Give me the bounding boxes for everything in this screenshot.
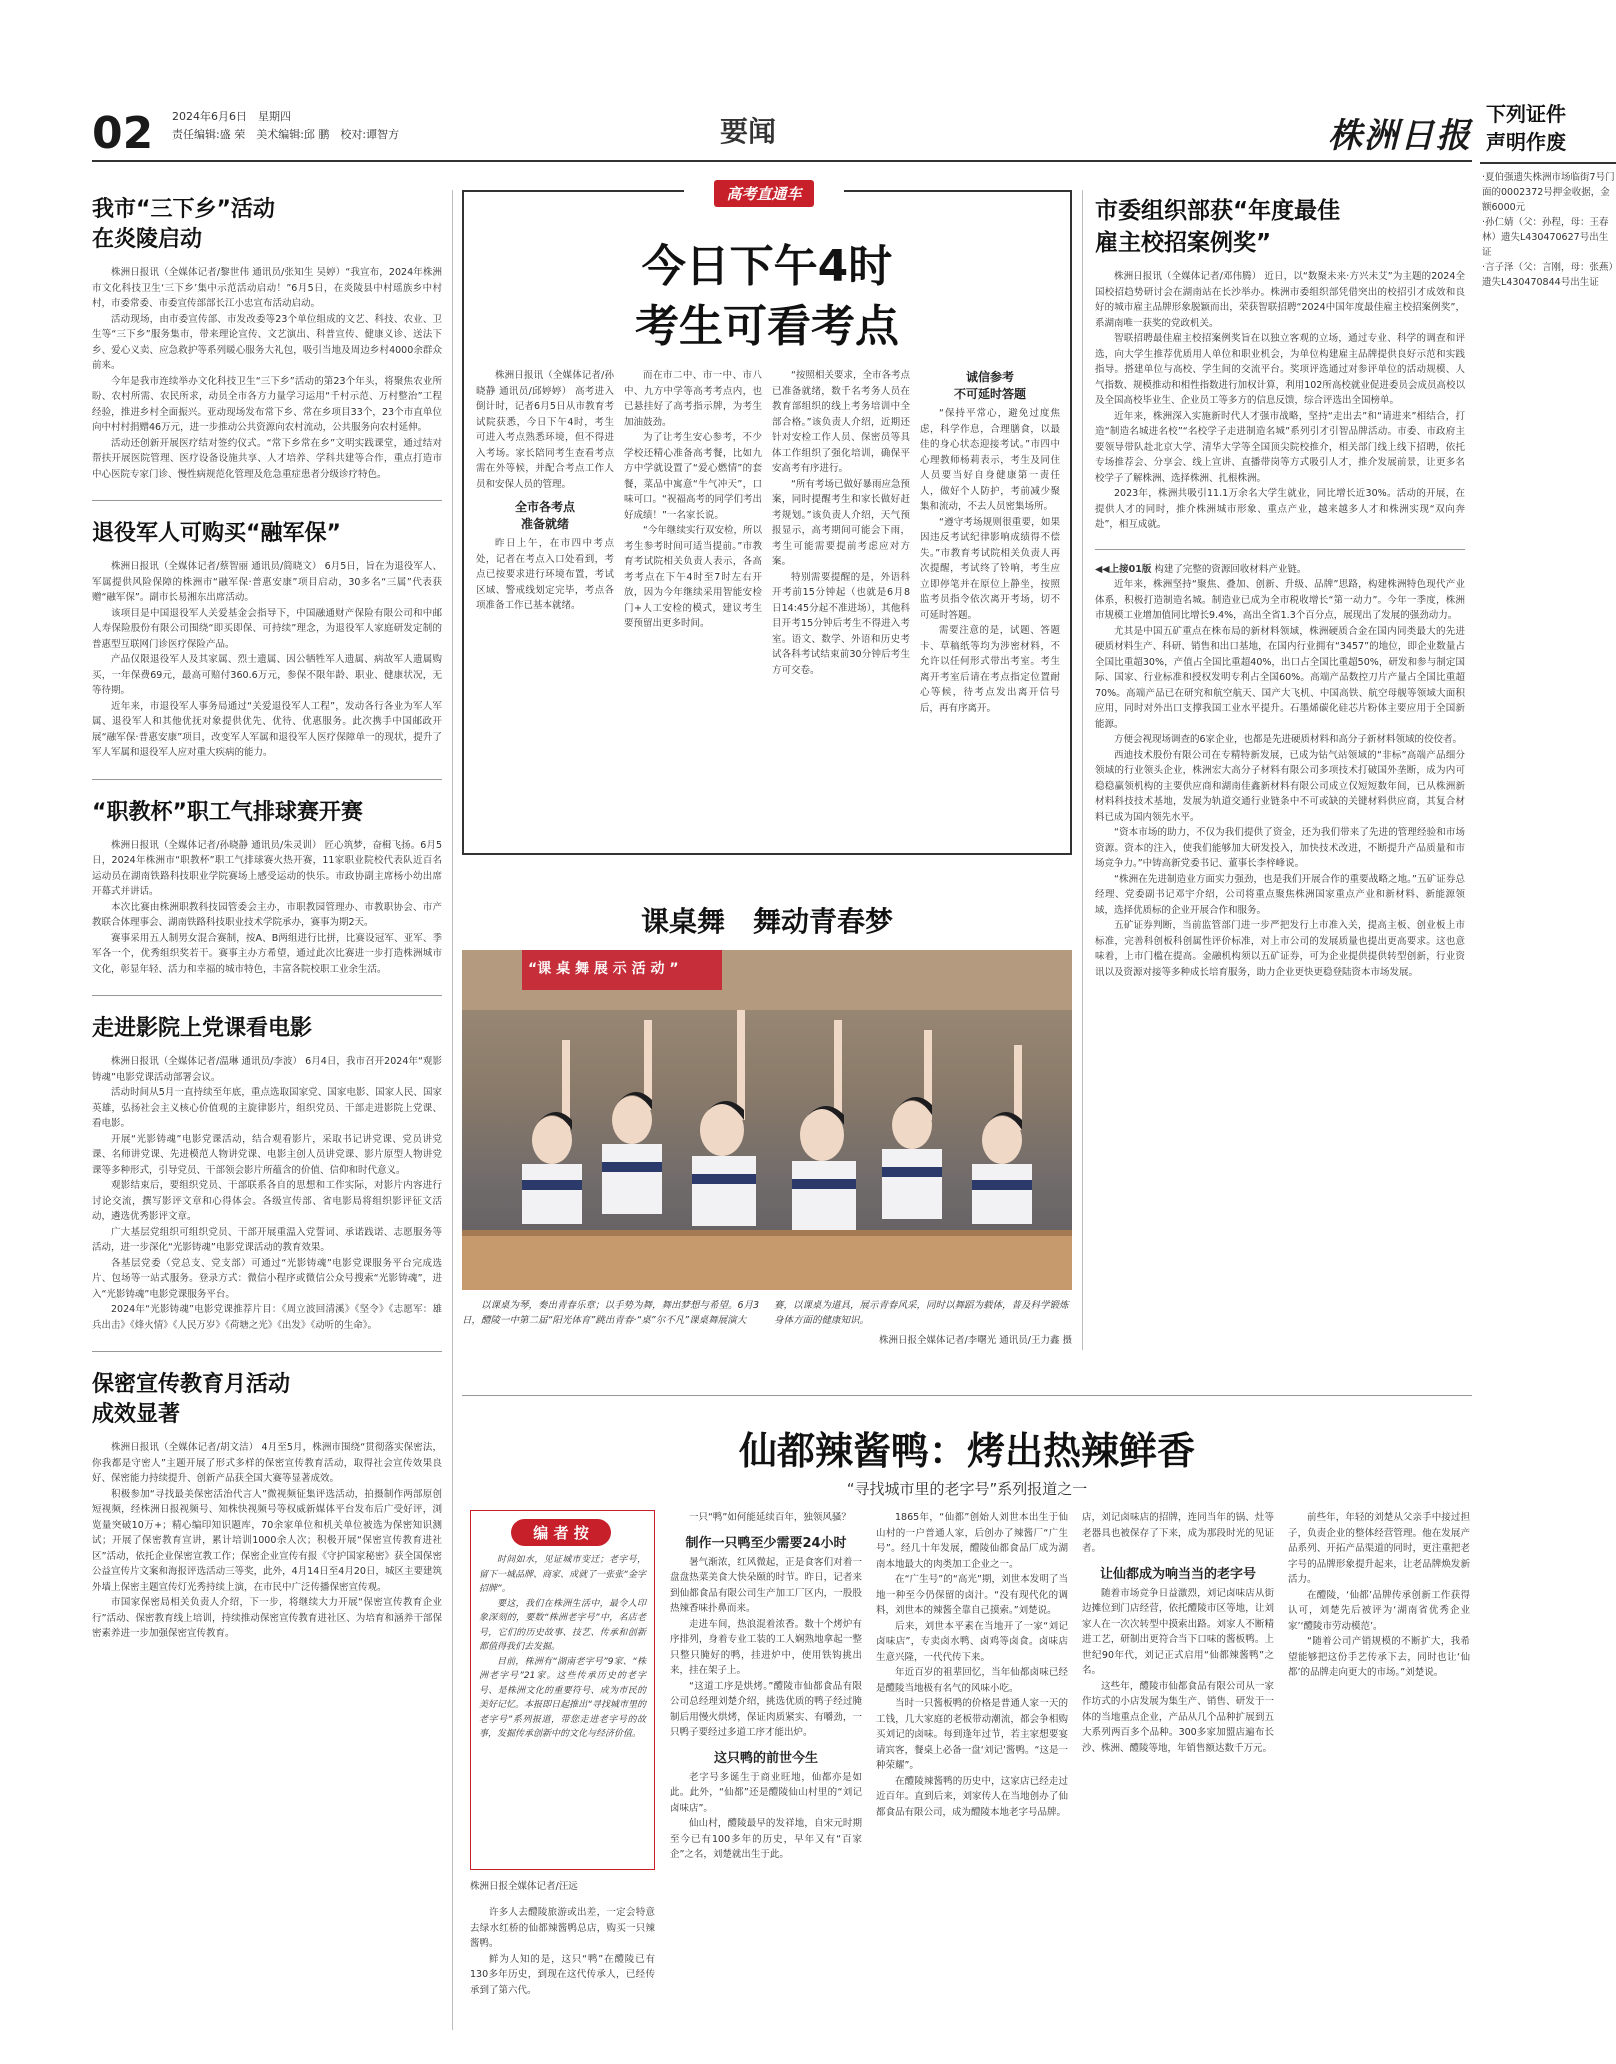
gaokao-feature-box (462, 185, 1072, 855)
notice-item: ·夏伯强遗失株洲市场临街7号门面的0002372号押金收据，金额6000元 (1482, 172, 1615, 213)
headline: 市委组织部获“年度最佳 (1095, 198, 1341, 224)
paragraph: 该项目是中国退役军人关爱基金会指导下，中国融通财产保险有限公司和中邮人寿保险股份有限公司围绕“即买即保、可持续”理念，为退役军人家庭研发定制的普惠型互联网门诊医疗保险产品。 (92, 607, 442, 650)
paragraph: “保持平常心，避免过度焦虑，科学作息，合理膳食，以最佳的身心状态迎接考试。”市四中心理教师杨莉表示，考生及同住人员要当好自身健康第一责任人，做好个人防护，考前减少聚集和流动，不去人员密集场所。 (920, 408, 1060, 512)
paragraph: 本次比赛由株洲职教科技园管委会主办，市职教园管理办、市教职协会、市产教联合体理事会、湖南铁路科技职业技术学院承办，赛事为期2天。 (92, 901, 442, 928)
photo-title: 课桌舞 舞动青春梦 (640, 905, 893, 938)
duck-col-2 (670, 1510, 862, 1863)
paragraph: 走进车间，热浪混着浓香。数十个烤炉有序排列，身着专业工装的工人娴熟地拿起一整只整只腌好的鸭，挂进炉中，使用铁钩挑出来，挂在架子上。 (670, 1618, 862, 1676)
feature-col-1 (476, 368, 614, 614)
left-column (92, 195, 442, 1642)
column-divider (1082, 190, 1083, 1350)
photo-illustration (462, 950, 1072, 1290)
paragraph: 五矿证券判断，当前监管部门进一步严把发行上市准入关，提高主板、创业板上市标准，完善科创板科创属性评价标准，对上市公司的发展质量也提出更高要求。这也意味着，上市门槛在提高。金融机构须以五矿证券，可为企业提供提供转型创新，行业资讯以及资源对接等多种成长培育服务，助力企业更快更稳登陆资本市场发展。 (1095, 920, 1465, 978)
feature-col-2 (624, 368, 762, 632)
subheading: 这只鸭的前世今生 (713, 1750, 818, 1766)
paragraph: “株洲在先进制造业方面实力强劲，也是我们开展合作的重要战略之地。”五矿证券总经理、党委副书记邓宇介绍，公司将重点聚焦株洲国家重点产业和新材料、新能源领域，选择优质标的企业开展合作和服务。 (1095, 873, 1465, 916)
notice-item: ·孙仁婧（父：孙程，母：王春林）遗失L430470627号出生证 (1482, 217, 1609, 258)
paragraph: 而在市二中、市一中、市八中、九方中学等高考考点内，也已悬挂好了高考指示牌，为考生加油鼓劲。 (624, 370, 762, 428)
page-credits: 责任编辑:盛 荣 美术编辑:邱 鹏 校对:谭智方 (172, 128, 400, 141)
paragraph: 一只“鸭”如何能延续百年，独领风骚？ (689, 1512, 851, 1523)
paragraph: “这道工序是烘烤。”醴陵市仙都食品有限公司总经理刘楚介绍，挑选优质的鸭子经过腌制后用慢火烘烤，保证肉质紧实、有嚼劲，一只鸭子要经过多道工序才能出炉。 (670, 1680, 862, 1738)
editor-credit: 株洲日报全媒体记者/汪远 (470, 1881, 578, 1892)
paragraph: 株洲日报讯（全媒体记者/蔡智丽 通讯员/简晓文） 6月5日，旨在为退役军人、军属提供风险保障的株洲市“融军保·普惠安康”项目启动，30多名“三属”代表获赠“融军保”。副市长易湘东出席活动。 (92, 561, 442, 603)
paragraph: 近年来，市退役军人事务局通过“关爱退役军人工程”，发动各行各业为军人军属、退役军人和其他优抚对象提供优先、优待、优惠服务。此次携手中国邮政开展“融军保·普惠安康”项目，改变军人军属和退役军人医疗保障单一的现状，提升了军人军属和退役军人应对重大疾病的能力。 (92, 700, 442, 758)
paragraph: 活动时间从5月一直持续至年底，重点选取国家党、国家电影、国家人民、国家英雄，弘扬社会主义核心价值观的主旋律影片，组织党员、干部走进影院上党课、看电影。 (92, 1087, 442, 1129)
section-title: 要闻 (720, 115, 777, 148)
dance-photo (462, 950, 1072, 1290)
continued-from (1095, 562, 1465, 578)
notice-item: ·言子泽（父：言刚，母：张燕）遗失L430470844号出生证 (1482, 262, 1614, 288)
paragraph: “按照相关要求，全市各考点已准备就绪，数千名考务人员在教育部组织的线上考务培训中全部合格。”该负责人介绍，近期还针对安检工作人员、保密员等具体工作组织了强化培训，确保平安高考有序进行。 (772, 370, 910, 474)
paragraph: 广大基层党组织可组织党员、干部开展重温入党誓词、承诺践诺、志愿服务等活动，进一步深化“光影铸魂”电影党课活动的教育效果。 (92, 1226, 442, 1253)
paragraph: 老字号多诞生于商业旺地，仙都亦是如此。此外，“仙都”还是醴陵仙山村里的“刘记卤味店”。 (670, 1771, 862, 1814)
feature-col-4 (920, 368, 1060, 716)
subheading: 全市各考点 准备就绪 (514, 500, 575, 531)
article-film-lesson (92, 1014, 442, 1333)
right-column (1095, 195, 1465, 980)
editor-note-para: 要这，我们在株洲生活中，最令人印象深刻的，要数“株洲老字号”中，名店老号，它们的历史故事、技艺、传承和创新都值得我们去发掘。 (479, 1598, 646, 1652)
paragraph: 株洲日报讯（全媒体记者/孙晓静 通讯员/邱婷婷） 高考进入倒计时，记者6月5日从市教育考试院获悉，今日下午4时，考生可进入考点熟悉环境，但不得进入考场。家长陪同考生查看考点需在外等候，并配合考点工作人员和安保人员的管理。 (476, 370, 614, 490)
editor-label: 编 者 按 (511, 1519, 611, 1546)
paragraph: 产品仅限退役军人及其家属、烈士遗属、因公牺牲军人遗属、病故军人遗属购买，一年保费69元，最高可赔付360.6万元，参保不限年龄、职业、健康状况，无等待期。 (92, 654, 442, 696)
duck-col-5 (1288, 1510, 1470, 1681)
paragraph: 在“广生号”的“高光”期，刘世本发明了当地一种至今仍保留的卤汁。“没有现代化的调料，刘世本的辣酱全靠自己摸索。”刘楚说。 (876, 1574, 1068, 1616)
subheading: 让仙都成为响当当的老字号 (1099, 1566, 1256, 1582)
subheading: 诚信参考 不可延时答题 (953, 370, 1026, 401)
paragraph: 昨日上午，在市四中考点处，记者在考点入口处看到，考点已按要求进行环境布置，考试区域、警戒线划定完毕，考点各项准备工作已基本就绪。 (476, 538, 614, 611)
photo-credit: 株洲日报全媒体记者/李曙光 通讯员/王力鑫 摄 (879, 1335, 1072, 1346)
headline: 在炎陵启动 (92, 227, 203, 252)
newspaper-logo: 株洲日报 (1328, 116, 1472, 156)
paragraph: 2024年“光影铸魂”电影党课推荐片目：《周立波回清溪》《坚令》《志愿军：雄兵出击》《烽火情》《人民万岁》《荷塘之光》《出发》《动听的生命》。 (92, 1304, 442, 1331)
page-date: 2024年6月6日 星期四 (172, 110, 291, 123)
paragraph: 1865年，“仙都”创始人刘世本出生于仙山村的一户普通人家，后创办了辣酱厂“广生号”。经几十年发展，醴陵仙都食品厂成为湖南本地最大的肉类加工企业之一。 (876, 1512, 1068, 1570)
paragraph: 方便会视现场调查的6家企业，也都是先进硬质材料和高分子新材料领域的佼佼者。 (1114, 734, 1463, 745)
paragraph: 各基层党委（党总支、党支部）可通过“光影铸魂”电影党课服务平台完成选片、包场等一站式服务。登录方式：微信小程序或微信公众号搜索“光影铸魂”，进入“光影铸魂”电影党课服务平台。 (92, 1257, 442, 1300)
subheading: 制作一只鸭至少需要24小时 (685, 1535, 847, 1551)
paragraph: 在醴陵辣酱鸭的历史中，这家店已经走过近百年。直到后来，刘家传人在当地创办了仙都食品有限公司，成为醴陵本地老字号品牌。 (876, 1775, 1068, 1818)
paragraph: “随着公司产销规模的不断扩大，我希望能够把这份手艺传承下去，同时也让‘仙都’的品牌走向更大的市场。”刘楚说。 (1288, 1636, 1470, 1678)
paragraph: 店，刘记卤味店的招牌，连同当年的锅、灶等老器具也被保存了下来，成为那段时光的见证者。 (1082, 1512, 1274, 1554)
duck-col-3 (876, 1510, 1068, 1820)
notice-title-2: 声明作废 (1486, 130, 1566, 154)
duck-col-1 (470, 1905, 655, 1998)
editor-note-box (470, 1510, 655, 1870)
paragraph: 在醴陵，‘仙都’品牌传承创新工作获得认可，刘楚先后被评为‘湖南省优秀企业家’‘醴陵市劳动模范’。 (1288, 1589, 1470, 1632)
article-secrecy (92, 1370, 442, 1642)
paragraph: 为了让考生安心参考，不少学校还精心准备高考餐，比如九方中学就设置了“爱心燃情”的套餐，菜品中寓意“牛气冲天”，口味可口。“祝福高考的同学们考出好成绩！”一名家长说。 (624, 432, 762, 521)
paragraph: 株洲日报讯（全媒体记者/孙晓静 通讯员/朱灵训） 匠心筑梦，奋楫飞扬。6月5日，2024年株洲市“职教杯”职工气排球赛火热开赛，11家职业院校代表队近百名运动员在湖南铁路科技职业学院赛场上感受运动的快乐。市政协副主席杨小幼出席开幕式并讲话。 (92, 839, 442, 897)
headline: 走进影院上党课看电影 (92, 1016, 313, 1041)
header-rule (92, 160, 1472, 162)
paragraph: “遵守考场规则很重要，如果因违反考试纪律影响成绩得不偿失。”市教育考试院相关负责人再次提醒，考试终了铃响，考生应立即停笔并在原位上静坐，按照监考员指令依次离开考场，切不可延时答题。 (920, 516, 1060, 621)
duck-col-4 (1082, 1510, 1274, 1756)
headline: 保密宣传教育月活动 (92, 1372, 291, 1397)
photo-banner-text: “课 桌 舞 展 示 活 动 ” (528, 961, 679, 977)
headline: 成效显著 (92, 1402, 181, 1427)
editor-note-para: 目前，株洲有“湖南老字号”9家、“株洲老字号”21家。这些传承历史的老字号、是株洲文化的重要符号、成为市民的美好记忆。本报即日起推出“寻找城市里的老字号”系列报道，带您走进老字号的故事，发掘传承创新中的文化与经济价值。 (479, 1656, 646, 1739)
article-rongjunbao (92, 519, 442, 761)
photo-caption (462, 1298, 1072, 1346)
paragraph: 活动还创新开展医疗结对签约仪式。“常下乡常在乡”文明实践课堂，通过结对帮扶开展医院管理、医疗设备设施共享、人才培养、学科共建等合作，重点打造市中心医院专家门诊、慢性病规范化管理及危急重症患者分级诊疗特色。 (92, 437, 442, 480)
paragraph: 市国家保密局相关负责人介绍，下一步，将继续大力开展“保密宣传教育企业行”活动、保密教育线上培训，持续推动保密宣传教育进社区、为培育和涵养干部保密素养进一步加强保密宣传教育。 (92, 1597, 442, 1639)
duck-subhead: “寻找城市里的老字号”系列报道之一 (846, 1480, 1088, 1498)
feature-col-3 (772, 368, 910, 678)
editor-note-para: 时间如水，见证城市变迁；老字号，留下一城品牌、商家、成就了一张张“金字招牌”。 (479, 1555, 646, 1594)
paragraph: “所有考场已做好暴雨应急预案，同时提醒考生和家长做好赶考规划。”该负责人介绍，天气预报显示，高考期间可能会下雨，考生可能需要提前考虑应对方案。 (772, 478, 910, 567)
paragraph: 2023年，株洲共吸引11.1万余名大学生就业，同比增长近30%。活动的开展，在提供人才的同时，推介株洲城市形象、重点产业，越来越多人才和株洲实现“双向奔赴”，相互成就。 (1095, 488, 1465, 530)
paragraph: 近年来，株洲深入实施新时代人才强市战略，坚持“走出去”和“请进来”相结合，打造“制造名城进名校”“名校学子走进制造名城”系列引才引智品牌活动。市委、市政府主要领导带队赴北京大学、清华大学等全国顶尖院校推介，相关部门线上线下招聘，依托专场推荐会、分享会、线上宣讲、直播带岗等方式吸引人才，推介发展前景，让更多名校学子了解株洲、选择株洲、扎根株洲。 (1095, 410, 1465, 484)
paragraph: 赛事采用五人制男女混合赛制，按A、B两组进行比拼，比赛设冠军、亚军、季军各一个，优秀组织奖若干。赛事主办方希望，通过此次比赛进一步打造株洲城市文化，彰显年轻、活力和幸福的城市特色，丰富各院校职工业余生活。 (92, 932, 442, 975)
paragraph: 年近百岁的祖辈回忆，当年仙都卤味已经是醴陵当地极有名气的风味小吃。 (876, 1667, 1068, 1694)
page-header (92, 100, 1472, 160)
paragraph: 这些年，醴陵市仙都食品有限公司从一家作坊式的小店发展为集生产、销售、研发于一体的当地重点企业，产品从几个品种扩展到五大系列两百多个品种。300多家加盟店遍布长沙、株洲、醴陵等地，年销售额达数千万元。 (1082, 1680, 1274, 1754)
paragraph: 活动现场，由市委宣传部、市发改委等23个单位组成的文艺、科技、农业、卫生等“三下乡”服务集市，带来理论宣传、文艺演出、科普宣传、健康义诊、送法下乡、爱心义卖、应急救护等系列暖心服务大礼包，吸引当地及周边乡村4000余群众前来。 (92, 313, 442, 371)
paragraph: “今年继续实行双安检，所以考生参考时间可适当提前。”市教育考试院相关负责人表示，各高考考点在下午4时至7时左右开放，因为今年继续采用智能安检门+人工安检的模式，建议考生要预留出更多时间。 (624, 525, 762, 629)
duck-top-rule (462, 1395, 1472, 1396)
paragraph: 株洲日报讯（全媒体记者/胡文洁） 4月至5月，株洲市围绕“贯彻落实保密法，你我都是守密人”主题开展了形式多样的保密宣传教育活动，取得社会宣传效果良好、保密能力持续提升、创新产品获全国大赛等显著成效。 (92, 1442, 442, 1484)
article-sanxiaxiang (92, 195, 442, 482)
paragraph: 西迪技术股份有限公司在专精特新发展，已成为钻气站领域的“非标”高端产品细分领域的行业领头企业，株洲宏大高分子材料有限公司多项技术打破国外垄断，成为内可稳稳赢领机构的主要供应商和湖南佳鑫新材料有限公司成立仅短短数年间，已从株洲新材料科技技术基地，发展为轨道交通行业链条中不可或缺的关键材料供应商，其复合材料已成为国内领先水平。 (1095, 749, 1465, 823)
headline: “职教杯”职工气排球赛开赛 (92, 799, 363, 825)
kicker-badge: 高考直通车 (684, 180, 844, 206)
feature-headline-2: 考生可看考点 (635, 301, 899, 352)
paragraph: 开展“光影铸魂”电影党课活动，结合观看影片，采取书记讲党课、党员讲党课、名师讲党课、先进模范人物讲党课、电影主创人员讲党课、影片原型人物讲党课等多种形式，引导党员、干部领会影片所蕴含的价值、信仰和时代意义。 (92, 1133, 442, 1176)
column-divider (452, 190, 453, 2030)
page-number: 02 (92, 108, 154, 159)
paragraph: 特别需要提醒的是，外语科开考前15分钟起（也就是6月8日14:45分起不准进场），其他科目开考15分钟后考生不得进入考室。语文、数学、外语和历史考试各科考试结束前30分钟后考生方可交卷。 (772, 571, 910, 676)
headline: 我市“三下乡”活动 (92, 197, 275, 222)
headline: 雇主校招案例奖” (1095, 230, 1272, 256)
paragraph: 观影结束后，要组织党员、干部联系各自的思想和工作实际，对影片内容进行讨论交流，撰写影评文章和心得体会。各级宣传部、省电影局将组织影评征文活动，遴选优秀影评文章。 (92, 1180, 442, 1222)
paragraph: 智联招聘最佳雇主校招案例奖旨在以独立客观的立场，通过专业、科学的调查和评选，向大学生推荐优质用人单位和职业机会，为单位构建雇主品牌提供良好示范和实践指导。搭建单位与高校、学生间的交流平台。奖项评选通过对参评单位的活动规模、人气指数、规模推动和相性指数进行加权计算，利用102所高校就业促进委员会成员高校以及全国高校毕业生、企业员工等多方的信息反馈，综合评选出全国榜单。 (1095, 333, 1465, 406)
paragraph: 前些年，年轻的刘楚从父亲手中接过担子，负责企业的整体经营管理。他在发展产品系列、开拓产品渠道的同时，更注重把老字号的品牌形象提升起来，让老品牌焕发新活力。 (1288, 1512, 1470, 1585)
paragraph: “资本市场的助力，不仅为我们提供了资金，还为我们带来了先进的管理经验和市场资源。资本的注入，使我们能够加大研发投入，加快技术改进，不断提升产品质量和市场竞争力。”中铸高新党委书记、董事长李梓峰说。 (1095, 827, 1465, 869)
continued-title: 构建了完整的资源回收材料产业链。 (1154, 563, 1307, 575)
paragraph: 许多人去醴陵旅游或出差，一定会特意去绿水红桥的仙都辣酱鸭总店，购买一只辣酱鸭。 (470, 1907, 655, 1949)
paragraph: 近年来，株洲坚持“聚焦、叠加、创新、升级、品牌”思路，构建株洲特色现代产业体系，积极打造制造名城。制造业已成为全市税收增长“第一动力”。今年一季度，株洲市规模工业增加值同比增长9.4%，高出全省1.3个百分点，展现出了发展的强劲动力。 (1095, 579, 1465, 621)
paragraph: 随着市场竞争日益激烈，刘记卤味店从街边摊位到门店经营，依托醴陵市区等地，让刘家人在一次次转型中摸索出路。刘家人不断精进工艺，研制出更符合当下口味的酱板鸭。上世纪90年代，刘记正式启用“仙都辣酱鸭”之名。 (1082, 1587, 1274, 1676)
duck-headline: 仙都辣酱鸭：烤出热辣鲜香 (738, 1429, 1195, 1473)
headline: 退役军人可购买“融军保” (92, 521, 341, 546)
paragraph: 尤其是中国五矿重点在株布局的新材料领域，株洲硬质合金在国内同类最大的先进硬质材料生产、科研、销售和出口基地，在国内行业拥有“3457”的地位，即企业数量占全国比重超30%，产值占全国比重超40%，出口占全国比重超50%，研发和参与制定国际、国家、行业标准和授权发明专利占全国60%。高端产品数控刀片产量占全国比重超70%。高端产品已在研究和航空航天、国产大飞机、中国高铁、航空母舰等领域大面积应用，同时对外出口支撑我国工业水平提升。石墨烯碳化硅芯片粉体主要应用于全国新能源。 (1095, 625, 1465, 730)
paragraph: 后来，刘世本平素在当地开了一家“刘记卤味店”，专卖卤水鸭、卤鸡等卤食。卤味店生意兴隆，一代代传下来。 (876, 1620, 1068, 1663)
notice-title-1: 下列证件 (1486, 102, 1566, 126)
paragraph: 积极参加“寻找最美保密活治代言人”微视频征集评选活动，拍摄制作两部原创短视频，经株洲日报视频号、知株快视频号等权威新媒体平台发布后广受好评，浏览量突破10万+；精心编印知识题库，70余家单位和机关单位被选为保密知识测试；开展了保密教育宣讲，累计培训1000余人次；积极开展“保密宣传教育进社区”活动，依托企业保密宣教工作；保密企业宣传有报《守护国家秘密》获全国保密公益宣传片文案和海报评选活动三等奖，此外，4月14日至4月20日，城区主要建筑外墙上保密主题宣传灯光秀持续上演，在市民中广泛传播保密宣传观。 (92, 1488, 442, 1593)
paragraph: 株洲日报讯（全媒体记者/温琳 通讯员/李波） 6月4日，我市召开2024年“观影铸魂”电影党课活动部署会议。 (92, 1056, 442, 1083)
paragraph: 鲜为人知的是，这只“鸭”在醴陵已有130多年历史，到现在这代传承人，已经传承到了第六代。 (470, 1953, 655, 1996)
caption-text: 以课桌为琴，奏出青春乐章；以手势为舞，舞出梦想与希望。6月3日，醴陵一中第二届“阳光体育”跳出青春·“桌”尔不凡”课桌舞展演大赛，以课桌为道具，展示青春风采，同时以舞蹈为载体，普及科学锻炼身体方面的健康知识。 (462, 1300, 1069, 1326)
paragraph: 株洲日报讯（全媒体记者/邓伟腾） 近日，以“数聚未来·方兴未艾”为主题的2024全国校招趋势研讨会在湖南站在长沙举办。株洲市委组织部凭借突出的校招引才成效和良好的城市雇主品牌形象脱颖而出，荣获智联招聘“2024中国年度最佳雇主校招案例奖”，系湖南唯一获奖的党政机关。 (1095, 271, 1465, 329)
paragraph: 需要注意的是，试题、答题卡、草稿纸等均为涉密材料，不允许以任何形式带出考室。考生离开考室后请在考点指定位置耐心等候，待考点发出离开信号后，再有序离开。 (920, 625, 1060, 714)
paragraph: 暑气渐浓，红风微起，正是食客们对着一盘盘热菜美食大快朵颐的时节。昨日，记者来到仙都食品有限公司生产加工厂区内，一股股热辣香味扑鼻而来。 (670, 1556, 862, 1614)
paragraph: 当时一只酱板鸭的价格是普通人家一天的工钱，几大家庭的老板带动潮流，都会争相购买刘记的卤味。每到逢年过节，若主家想要宴请宾客，餐桌上必备一盘‘刘记’酱鸭。“这是一种荣耀”。 (876, 1698, 1068, 1771)
paragraph: 今年是我市连续举办文化科技卫生“三下乡”活动的第23个年头，将聚焦农业所盼、农村所需、农民所求，动员全市各方力量学习运用“千村示范、万村整治”工程经验，推进乡村全面振兴。亚动现场发布常下乡、常在乡项目33个，23个市直单位向中村村捐赠46万元，进一步推动公共资源向农村流动，公共服务向农村延伸。 (92, 375, 442, 433)
feature-headline-1: 今日下午4时 (641, 241, 893, 292)
paragraph: 株洲日报讯（全媒体记者/黎世伟 通讯员/张知生 吴婷）“我宣布，2024年株洲市文化科技卫生‘三下乡’集中示范活动启动！”6月5日，在炎陵县中村瑶族乡中村村，市委常委、市委宣传部部长江小忠宣布活动启动。 (92, 267, 442, 309)
continued-label: ◀◀上接01版 (1095, 563, 1152, 575)
notice-box (1472, 100, 1616, 400)
article-volleyball (92, 798, 442, 978)
paragraph: 仙山村，醴陵最早的发祥地，自宋元时期至今已有100多年的历史，早年又有“百家企”之名，刘楚就出生于此。 (670, 1818, 862, 1860)
